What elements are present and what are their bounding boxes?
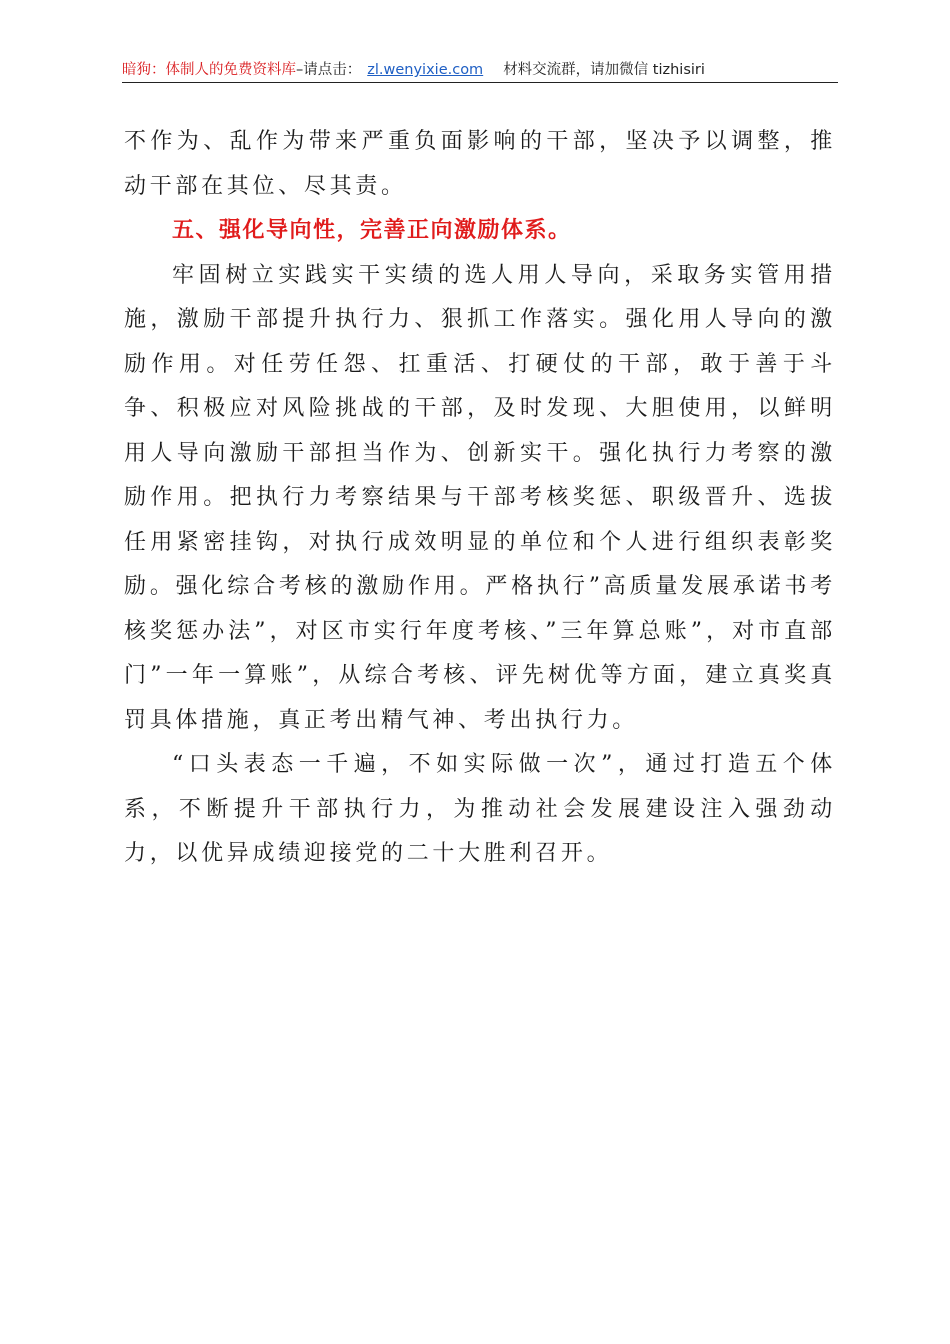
- header-source: 暗狗：体制人的免费资料库: [122, 62, 296, 78]
- paragraph: 牢固树立实践实干实绩的选人用人导向，采取务实管用措施，激励干部提升执行力、狠抓工作落实。强化用人导向的激励作用。对任劳任怨、扛重活、打硬仗的干部，敢于善于斗争、积极应对风险挑战的干部，及时发现、大胆使用，以鲜明用人导向激励干部担当作为、创新实干。强化执行力考察的激励作用。把执行力考察结果与干部考核奖惩、职级晋升、选拔任用紧密挂钩，对执行成效明显的单位和个人进行组织表彰奖励。强化综合考核的激励作用。严格执行”高质量发展承诺书考核奖惩办法”，对区市实行年度考核、”三年算总账”，对市直部门”一年一算账”，从综合考核、评先树优等方面，建立真奖真罚具体措施，真正考出精气神、考出执行力。: [124, 262, 836, 733]
- page-header: [122, 58, 838, 82]
- document-body: [124, 120, 836, 877]
- header-prompt: –请点击：: [296, 62, 362, 78]
- section-heading: 五、强化导向性，完善正向激励体系。: [172, 218, 572, 243]
- paragraph: “口头表态一千遍，不如实际做一次”，通过打造五个体系，不断提升干部执行力，为推动社会发展建设注入强劲动力，以优异成绩迎接党的二十大胜利召开。: [124, 752, 836, 866]
- header-contact: 材料交流群，请加微信 tizhisiri: [503, 62, 705, 78]
- header-link[interactable]: zl.wenyixie.com: [367, 62, 484, 78]
- header-divider: [122, 82, 838, 83]
- paragraph-continued: 不作为、乱作为带来严重负面影响的干部，坚决予以调整，推动干部在其位、尽其责。: [124, 129, 836, 199]
